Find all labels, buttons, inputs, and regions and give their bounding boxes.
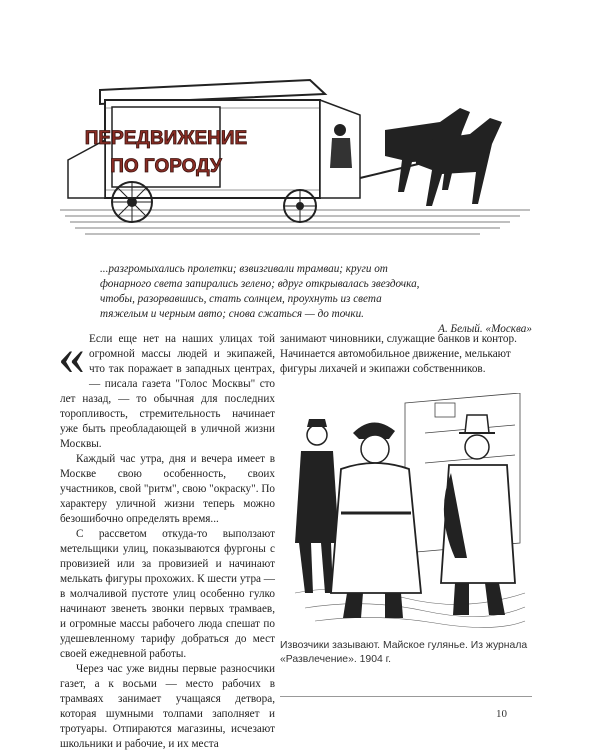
left-column (58, 326, 275, 752)
cab-drivers-cartoon (285, 393, 527, 633)
caption-line: Извозчики зазывают. Майское гулянье. Из журнала (280, 640, 528, 651)
epigraph-attribution: А. Белый. «Москва» (438, 323, 532, 335)
epigraph-line: ...разгромыхались пролетки; взвизгивали трамваи; круги от (100, 263, 388, 275)
epigraph-line: тяжелым и черным авто; снова сжаться — до точки. (100, 308, 364, 320)
paragraph: Если еще нет на наших улицах той огромной массы людей и экипажей, что так поражает в западных центрах, — писала газета "Голос Москвы" сто лет назад, — то обычная для последних торопливость, стремительность начинает уже быть преобладающей в уличной жизни Москвы. (60, 333, 275, 450)
epigraph-line: чтобы, разорвавшись, стать солнцем, проухнуть из света (100, 293, 382, 305)
horse-wagon-illustration (60, 60, 530, 250)
drop-quote-mark: « (58, 326, 85, 386)
paragraph: Через час уже видны первые разносчики газет, а к восьми — место рабочих в трамваях занимает учащаяся детвора, которая шумными толпами заполняет и тротуары. Отпираются магазины, исчезают школьники и рабочие, и их места (60, 663, 275, 750)
right-column (280, 332, 532, 377)
paragraph: занимают чиновники, служащие банков и контор. Начинается автомобильное движение, мелькают фигуры лихачей и экипажи собственников. (280, 333, 517, 375)
paragraph: С рассветом откуда-то выползают метельщики улиц, показываются фургоны с провизией или за провизией и начинают мелькать фигуры прохожих. К шести утра — в молчаливой пустоте улиц особенно гулко начинают звенеть звонки первых трамваев, и огромные массы рабочего люда спешат по удешевленному тарифу добраться до мест своей ежедневной работы. (60, 528, 275, 660)
paragraph: Каждый час утра, дня и вечера имеет в Москве свою особенность, своих участников, свой "ритм", свою "окраску". По характеру уличной жизни теперь можно безошибочно определять время... (60, 453, 275, 525)
page-number: 10 (496, 708, 507, 720)
chapter-title-line2: ПО ГОРОДУ (110, 156, 222, 177)
figure-caption (280, 639, 530, 667)
footer-rule (280, 696, 532, 697)
chapter-title-line1: ПЕРЕДВИЖЕНИЕ (84, 128, 248, 149)
epigraph-line: фонарного света запирались зелено; вдруг открывалась звездочка, (100, 278, 420, 290)
caption-line: «Развлечение». 1904 г. (280, 654, 392, 665)
epigraph (100, 262, 532, 337)
